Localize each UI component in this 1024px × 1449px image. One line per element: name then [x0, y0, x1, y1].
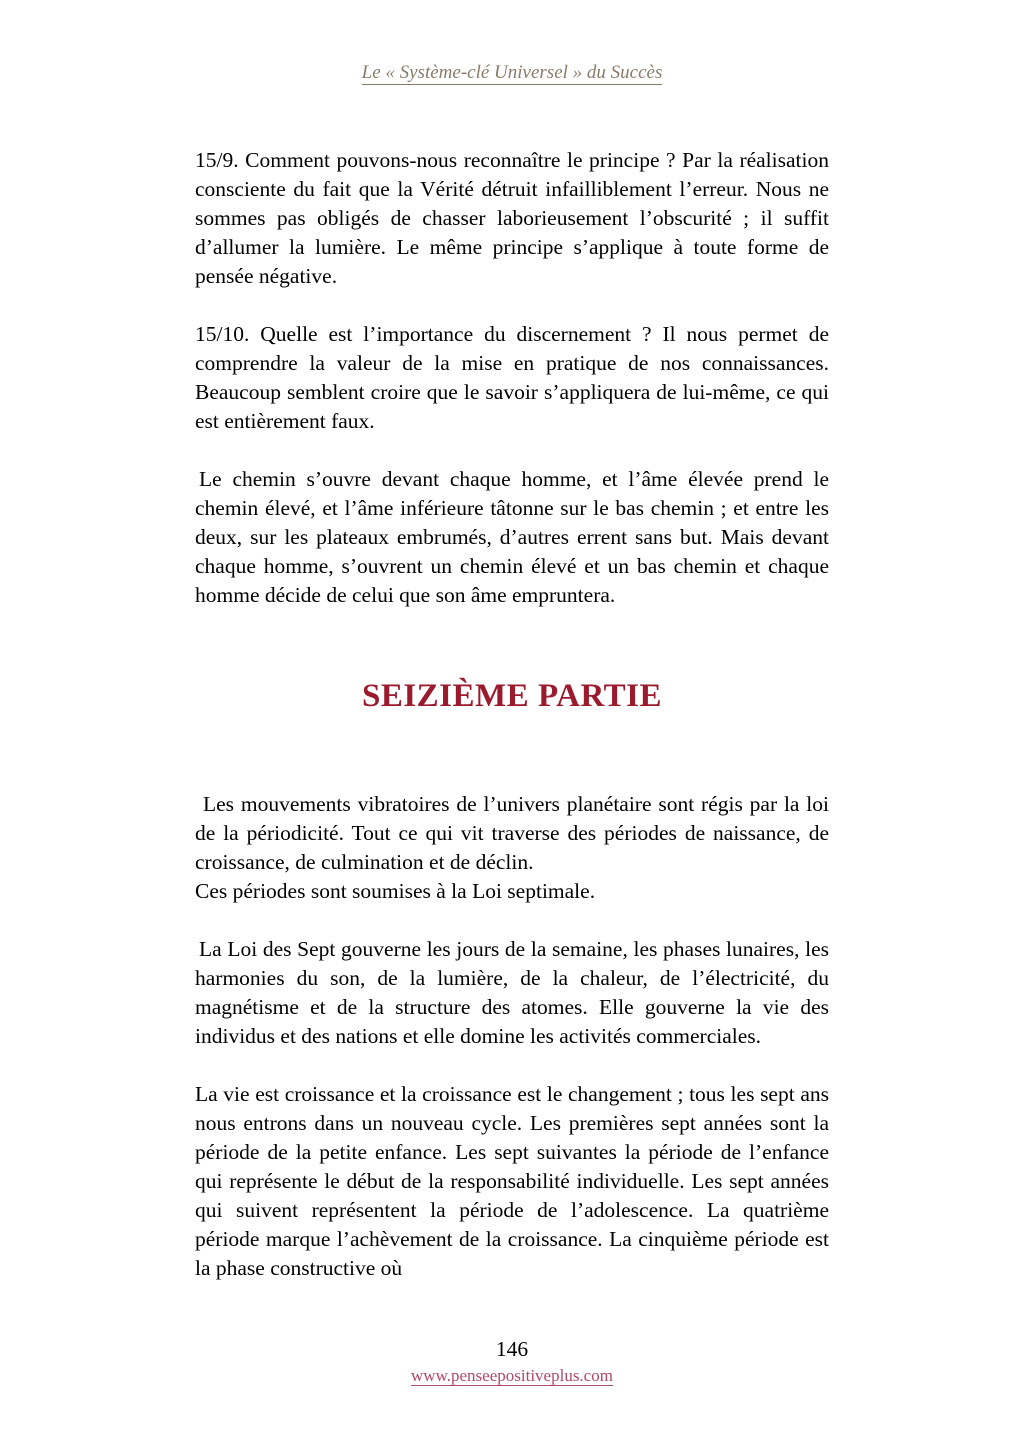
paragraph-vie-croissance: La vie est croissance et la croissance est le changement ; tous les sept ans nous entrons dans un nouveau cycle. Les premières sept années sont la période de la petite enfance. Les sept suivantes la période de l’enfance qui représente le début de la responsabilité individuelle. Les sept années qui suivent représentent la période de l’adolescence. La quatrième période marque l’achèvement de la croissance. La cinquième période est la phase constructive où: [195, 1082, 829, 1280]
section-title: SEIZIÈME PARTIE: [361, 678, 663, 714]
page-number: 146: [495, 1337, 529, 1361]
paragraph-15-9: 15/9. Comment pouvons-nous reconnaître le principe ? Par la réalisation consciente du fait que la Vérité détruit infailliblement l’erreur. Nous ne sommes pas obligés de chasser laborieusement l’obscurité ; il suffit d’allumer la lumière. Le même principe s’applique à toute forme de pensée négative.: [195, 148, 829, 288]
body-text-top: [195, 146, 829, 610]
running-header: [0, 62, 1024, 84]
paragraph-loi-des-sept: La Loi des Sept gouverne les jours de la semaine, les phases lunaires, les harmonies du son, de la lumière, de la chaleur, de l’électricité, du magnétisme et de la structure des atomes. Elle gouverne la vie des individus et des nations et elle domine les activités commerciales.: [195, 937, 829, 1048]
body-text-bottom: [195, 790, 829, 1283]
paragraph-chemin: Le chemin s’ouvre devant chaque homme, et l’âme élevée prend le chemin élevé, et l’âme inférieure tâtonne sur le bas chemin ; et entre les deux, sur les plateaux embrumés, d’autres errent sans but. Mais devant chaque homme, s’ouvrent un chemin élevé et un bas chemin et chaque homme décide de celui que son âme empruntera.: [195, 467, 829, 607]
paragraph-periodes: Ces périodes sont soumises à la Loi septimale.: [195, 879, 596, 903]
footer-website-link[interactable]: www.penseepositiveplus.com: [411, 1366, 613, 1385]
footer-website[interactable]: [0, 1366, 1024, 1386]
running-header-title: Le « Système-clé Universel » du Succès: [361, 62, 663, 83]
paragraph-mouvements: Les mouvements vibratoires de l’univers planétaire sont régis par la loi de la périodicité. Tout ce qui vit traverse des périodes de naissance, de croissance, de culmination et de déclin.: [195, 792, 829, 874]
paragraph-15-10: 15/10. Quelle est l’importance du discernement ? Il nous permet de comprendre la valeur de la mise en pratique de nos connaissances. Beaucoup semblent croire que le savoir s’appliquera de lui-même, ce qui est entièrement faux.: [195, 322, 829, 433]
